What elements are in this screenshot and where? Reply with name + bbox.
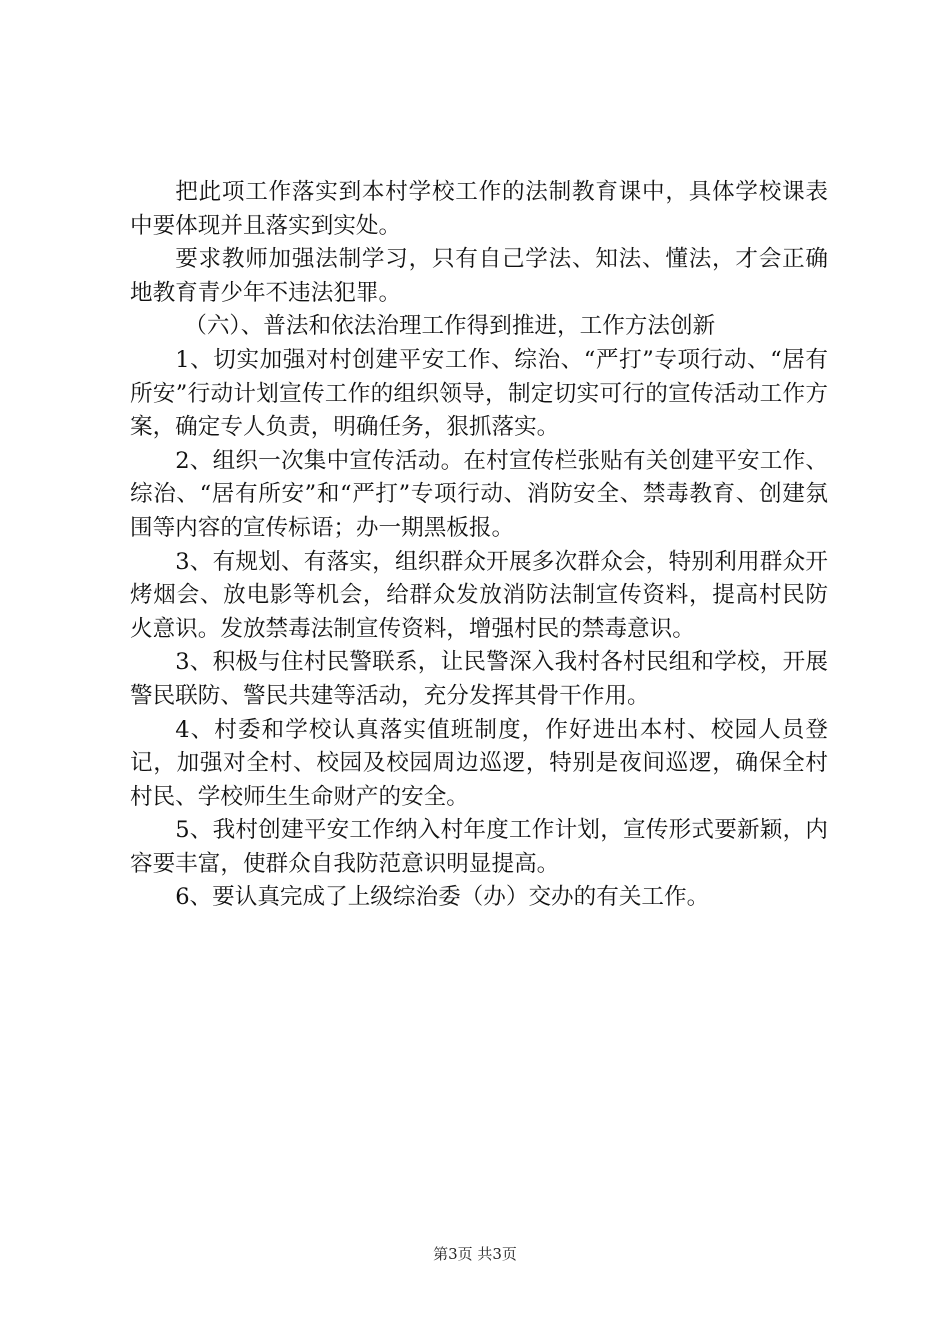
paragraph-item-1: 1、切实加强对村创建平安工作、综治、“严打”专项行动、“居有所安”行动计划宣传工作的组织领导，制定切实可行的宣传活动工作方案，确定专人负责，明确任务，狠抓落实。 bbox=[130, 346, 828, 441]
paragraph-item-4: 4、村委和学校认真落实值班制度，作好进出本村、校园人员登记，加强对全村、校园及校园周边巡逻，特别是夜间巡逻，确保全村村民、学校师生生命财产的安全。 bbox=[130, 716, 828, 810]
paragraph-item-2: 2、组织一次集中宣传活动。在村宣传栏张贴有关创建平安工作、综治、“居有所安”和“严打”专项行动、消防安全、禁毒教育、创建氛围等内容的宣传标语；办一期黑板报。 bbox=[130, 447, 828, 541]
paragraph-item-3b: 3、积极与住村民警联系，让民警深入我村各村民组和学校，开展警民联防、警民共建等活动，充分发挥其骨干作用。 bbox=[130, 649, 828, 709]
paragraph-item-6: 6、要认真完成了上级综治委（办）交办的有关工作。 bbox=[175, 884, 710, 911]
paragraph-item-5: 5、我村创建平安工作纳入村年度工作计划，宣传形式要新颖，内容要丰富，使群众自我防范意识明显提高。 bbox=[130, 817, 828, 877]
paragraph-law-education-course: 把此项工作落实到本村学校工作的法制教育课中，具体学校课表中要体现并且落实到实处。 bbox=[130, 179, 828, 239]
section-heading-six: （六）、普法和依法治理工作得到推进，工作方法创新 bbox=[184, 313, 716, 340]
paragraph-teacher-law-study: 要求教师加强法制学习，只有自己学法、知法、懂法，才会正确地教育青少年不违法犯罪。 bbox=[130, 246, 828, 306]
paragraph-item-3a: 3、有规划、有落实，组织群众开展多次群众会，特别利用群众开烤烟会、放电影等机会，给群众发放消防法制宣传资料，提高村民防火意识。发放禁毒法制宣传资料，增强村民的禁毒意识。 bbox=[130, 548, 828, 642]
document-body bbox=[130, 176, 828, 915]
page-number-footer: 第3页 共3页 bbox=[433, 1245, 517, 1263]
